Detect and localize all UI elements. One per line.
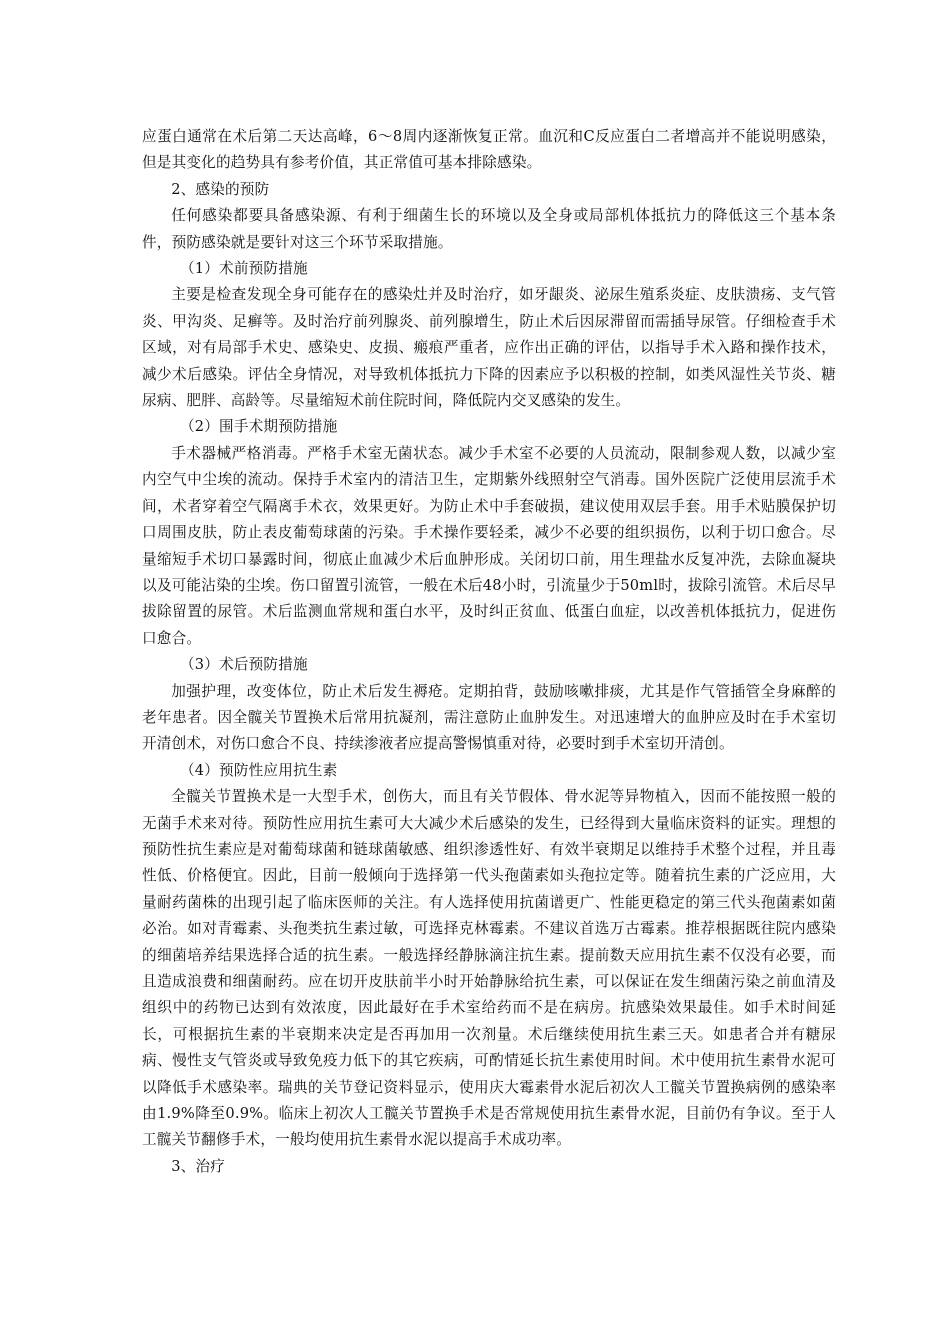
subheading-preoperative: （1）术前预防措施: [179, 260, 308, 278]
subheading-postoperative: （3）术后预防措施: [179, 656, 308, 674]
paragraph-crp-note: 应蛋白通常在术后第二天达高峰，6～8周内逐渐恢复正常。血沉和C反应蛋白二者增高并不能说明感染，但是其变化的趋势具有参考价值，其正常值可基本排除感染。: [142, 128, 836, 172]
paragraph-perioperative: 手术器械严格消毒。严格手术室无菌状态。减少手术室不必要的人员流动，限制参观人数，以减少室内空气中尘埃的流动。保持手术室内的清洁卫生，定期紫外线照射空气消毒。国外医院广泛使用层流手术间，术者穿着空气隔离手术衣，效果更好。为防止术中手套破损，建议使用双层手套。用手术贴膜保护切口周围皮肤，防止表皮葡萄球菌的污染。手术操作要轻柔，减少不必要的组织损伤，以利于切口愈合。尽量缩短手术切口暴露时间，彻底止血减少术后血肿形成。关闭切口前，用生理盐水反复冲洗，去除血凝块以及可能沾染的尘埃。伤口留置引流管，一般在术后48小时，引流量少于50ml时，拔除引流管。术后尽早拔除留置的尿管。术后监测血常规和蛋白水平，及时纠正贫血、低蛋白血症，以改善机体抵抗力，促进伤口愈合。: [142, 444, 836, 647]
subheading-perioperative: （2）围手术期预防措施: [179, 418, 338, 436]
paragraph-postoperative: 加强护理，改变体位，防止术后发生褥疮。定期拍背，鼓励咳嗽排痰，尤其是作气管插管全身麻醉的老年患者。因全髋关节置换术后常用抗凝剂，需注意防止血肿发生。对迅速增大的血肿应及时在手术室切开清创术，对伤口愈合不良、持续渗液者应提高警惕慎重对待，必要时到手术室切开清创。: [142, 682, 836, 753]
paragraph-preoperative: 主要是检查发现全身可能存在的感染灶并及时治疗，如牙龈炎、泌尿生殖系炎症、皮肤溃疡、支气管炎、甲沟炎、足癣等。及时治疗前列腺炎、前列腺增生，防止术后因尿滞留而需插导尿管。仔细检查手术区域，对有局部手术史、感染史、皮损、瘢痕严重者，应作出正确的评估，以指导手术入路和操作技术，减少术后感染。评估全身情况，对导致机体抵抗力下降的因素应予以积极的控制，如类风湿性关节炎、糖尿病、肥胖、高龄等。尽量缩短术前住院时间，降低院内交叉感染的发生。: [142, 286, 836, 410]
paragraph-antibiotics: 全髋关节置换术是一大型手术，创伤大，而且有关节假体、骨水泥等异物植入，因而不能按照一般的无菌手术来对待。预防性应用抗生素可大大减少术后感染的发生，已经得到大量临床资料的证实。理想的预防性抗生素应是对葡萄球菌和链球菌敏感、组织渗透性好、有效半衰期足以维持手术整个过程，并且毒性低、价格便宜。因此，目前一般倾向于选择第一代头孢菌素如头孢拉定等。随着抗生素的广泛应用，大量耐药菌株的出现引起了临床医师的关注。有人选择使用抗菌谱更广、性能更稳定的第三代头孢菌素如菌必治。如对青霉素、头孢类抗生素过敏，可选择克林霉素。不建议首选万古霉素。推荐根据既往院内感染的细菌培养结果选择合适的抗生素。一般选择经静脉滴注抗生素。提前数天应用抗生素不仅没有必要，而且造成浪费和细菌耐药。应在切开皮肤前半小时开始静脉给抗生素，可以保证在发生细菌污染之前血清及组织中的药物已达到有效浓度，因此最好在手术室给药而不是在病房。抗感染效果最佳。如手术时间延长，可根据抗生素的半衰期来决定是否再加用一次剂量。术后继续使用抗生素三天。如患者合并有糖尿病、慢性支气管炎或导致免疫力低下的其它疾病，可酌情延长抗生素使用时间。术中使用抗生素骨水泥可以降低手术感染率。瑞典的关节登记资料显示，使用庆大霉素骨水泥后初次人工髋关节置换病例的感染率由1.9%降至0.9%。临床上初次人工髋关节置换手术是否常规使用抗生素骨水泥，目前仍有争议。至于人工髋关节翻修手术，一般均使用抗生素骨水泥以提高手术成功率。: [142, 788, 836, 1149]
section-heading-treatment: 3、治疗: [171, 1157, 226, 1175]
subheading-antibiotics: （4）预防性应用抗生素: [179, 761, 338, 779]
document-body: [142, 124, 836, 1180]
section-heading-infection-prevention: 2、感染的预防: [171, 180, 270, 198]
paragraph-three-conditions: 任何感染都要具备感染源、有利于细菌生长的环境以及全身或局部机体抵抗力的降低这三个基本条件，预防感染就是要针对这三个环节采取措施。: [142, 207, 836, 251]
